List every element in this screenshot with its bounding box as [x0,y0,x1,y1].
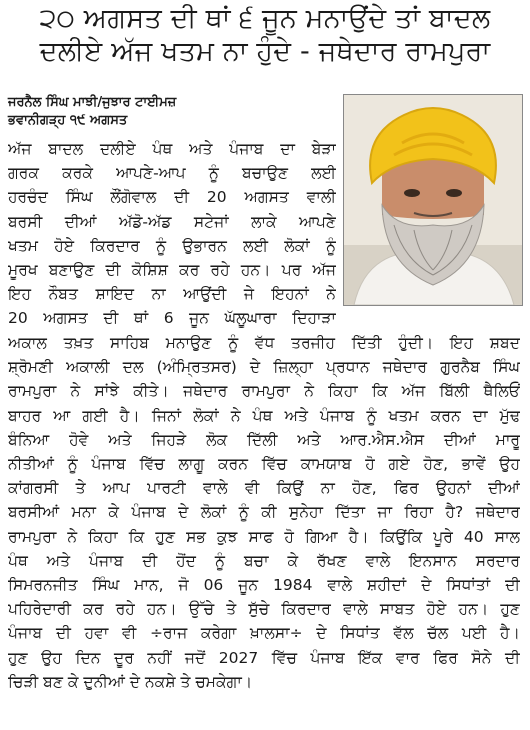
article-line: ਹਰਚੰਦ ਸਿੰਘ ਲੌਂਗੋਵਾਲ ਦੀ 20 ਅਗਸਤ ਵਾਲੀ [8,188,336,207]
article-line: ਗਰਕ ਕਰਕੇ ਆਪਣੇ-ਆਪ ਨੂੰ ਬਚਾਉਣ ਲਈ [8,164,336,183]
article-line: ਬਰਸੀਆਂ ਮਨਾ ਕੇ ਪੰਜਾਬ ਦੇ ਲੋਕਾਂ ਨੂੰ ਕੀ ਸੁਨੇਹਾ ਦਿੱਤਾ ਜਾ ਰਿਹਾ ਹੈ? ਜਥੇਦਾਰ [8,503,520,522]
article-line: ਕਾਂਗਰਸੀ ਤੇ ਆਪ ਪਾਰਟੀ ਵਾਲੇ ਵੀ ਕਿਉਂ ਨਾ ਹੋਣ, ਫਿਰ ਉਹਨਾਂ ਦੀਆਂ [8,479,520,498]
article-column-narrow [8,137,336,331]
article-line: ਪੰਜਾਬ ਦੀ ਹਵਾ ਵੀ ÷ਰਾਜ ਕਰੇਗਾ ਖ਼ਾਲਸਾ÷ ਦੇ ਸਿਧਾਂਤ ਵੱਲ ਚੱਲ ਪਈ ਹੈ। [8,624,520,643]
article-line: ਅੱਜ ਬਾਦਲ ਦਲੀਏ ਪੰਥ ਅਤੇ ਪੰਜਾਬ ਦਾ ਬੇੜਾ [8,140,336,158]
article-line: ਸ਼੍ਰੋਮਣੀ ਅਕਾਲੀ ਦਲ (ਅੰਮ੍ਰਿਤਸਰ) ਦੇ ਜ਼ਿਲ੍ਹਾ ਪ੍ਰਧਾਨ ਜਥੇਦਾਰ ਗੁਰਨੈਬ ਸਿੰਘ [8,358,520,377]
article-line: ਬਾਹਰ ਆ ਗਈ ਹੈ। ਜਿਨਾਂ ਲੋਕਾਂ ਨੇ ਪੰਥ ਅਤੇ ਪੰਜਾਬ ਨੂੰ ਖਤਮ ਕਰਨ ਦਾ ਮੁੱਢ [8,406,520,425]
article-line: ਰਾਮਪੁਰਾ ਨੇ ਸਾਂਝੇ ਕੀਤੇ। ਜਥੇਦਾਰ ਰਾਮਪੁਰਾ ਨੇ ਕਿਹਾ ਕਿ ਅੱਜ ਬਿੱਲੀ ਥੈਲਿਓਂ [8,382,520,401]
article-line: ਖਤਮ ਹੋਏ ਕਿਰਦਾਰ ਨੂੰ ਉਭਾਰਨ ਲਈ ਲੋਕਾਂ ਨੂੰ [8,236,336,255]
headline [6,2,524,68]
portrait-photo [343,94,523,306]
headline-line-2: ਦਲੀਏ ਅੱਜ ਖਤਮ ਨਾ ਹੁੰਦੇ - ਜਥੇਦਾਰ ਰਾਮਪੁਰਾ [39,36,491,67]
article-line: ਨੀਤੀਆਂ ਨੂੰ ਪੰਜਾਬ ਵਿੱਚ ਲਾਗੂ ਕਰਨ ਵਿੱਚ ਕਾਮਯਾਬ ਹੋ ਗਏ ਹੋਣ, ਭਾਵੇਂ ਉਹ [8,455,520,474]
portrait-illustration [344,95,522,305]
article-line: 20 ਅਗਸਤ ਦੀ ਥਾਂ 6 ਜੂਨ ਘੱਲੂਘਾਰਾ ਦਿਹਾੜਾ [8,309,336,328]
article-line: ਮੂਰਖ ਬਣਾਉਣ ਦੀ ਕੋਸ਼ਿਸ਼ ਕਰ ਰਹੇ ਹਨ। ਪਰ ਅੱਜ [8,261,336,280]
byline-dateline: ਭਵਾਨੀਗੜ੍ਹ ੧੯ ਅਗਸਤ [8,113,128,128]
article-line: ਪਹਿਰੇਦਾਰੀ ਕਰ ਰਹੇ ਹਨ। ਉੱਚੇ ਤੇ ਸੁੱਚੇ ਕਿਰਦਾਰ ਵਾਲੇ ਸਾਬਤ ਹੋਏ ਹਨ। ਹੁਣ [8,600,520,619]
article-line: ਸਿਮਰਨਜੀਤ ਸਿੰਘ ਮਾਨ, ਜੋ 06 ਜੂਨ 1984 ਵਾਲੇ ਸ਼ਹੀਦਾਂ ਦੇ ਸਿਧਾਂਤਾਂ ਦੀ [8,576,520,595]
article-line: ਬਰਸੀ ਦੀਆਂ ਅੱਡੋ-ਅੱਡ ਸਟੇਜਾਂ ਲਾਕੇ ਆਪਣੇ [8,212,336,231]
article-line: ਇਹ ਨੌਬਤ ਸ਼ਾਇਦ ਨਾ ਆਉਂਦੀ ਜੇ ਇਹਨਾਂ ਨੇ [8,285,336,304]
article-line: ਰਾਮਪੁਰਾ ਨੇ ਕਿਹਾ ਕਿ ਹੁਣ ਸਭ ਕੁਝ ਸਾਫ ਹੋ ਗਿਆ ਹੈ। ਕਿਉਂਕਿ ਪੂਰੇ 40 ਸਾਲ [8,527,520,546]
article-line: ਅਕਾਲ ਤਖ਼ਤ ਸਾਹਿਬ ਮਨਾਉਣ ਨੂੰ ਵੱਧ ਤਰਜੀਹ ਦਿੱਤੀ ਹੁੰਦੀ। ਇਹ ਸ਼ਬਦ [8,334,520,352]
byline [8,94,338,130]
article-line: ਪੰਥ ਅਤੇ ਪੰਜਾਬ ਦੀ ਹੋਂਦ ਨੂੰ ਬਚਾ ਕੇ ਰੱਖਣ ਵਾਲੇ ਇਨਸਾਨ ਸਰਦਾਰ [8,551,520,570]
article-line: ਬੰਨਿਆ ਹੋਵੇ ਅਤੇ ਜਿਹੜੇ ਲੋਕ ਦਿੱਲੀ ਅਤੇ ਆਰ.ਐਸ.ਐਸ ਦੀਆਂ ਮਾਰੂ [8,430,520,449]
article-line: ਚਿੜੀ ਬਣ ਕੇ ਦੁਨੀਆਂ ਦੇ ਨਕਸ਼ੇ ਤੇ ਚਮਕੇਗਾ। [8,672,253,691]
article-column-full [8,331,520,694]
byline-author: ਜਰਨੈਲ ਸਿੰਘ ਮਾਝੀ/ਜੁਝਾਰ ਟਾਈਮਜ਼ [8,95,177,110]
article-line: ਹੁਣ ਉਹ ਦਿਨ ਦੂਰ ਨਹੀਂ ਜਦੋਂ 2027 ਵਿੱਚ ਪੰਜਾਬ ਇੱਕ ਵਾਰ ਫਿਰ ਸੋਨੇ ਦੀ [8,648,520,667]
headline-line-1: ੨੦ ਅਗਸਤ ਦੀ ਥਾਂ ੬ ਜੂਨ ਮਨਾਉਂਦੇ ਤਾਂ ਬਾਦਲ [39,3,491,34]
